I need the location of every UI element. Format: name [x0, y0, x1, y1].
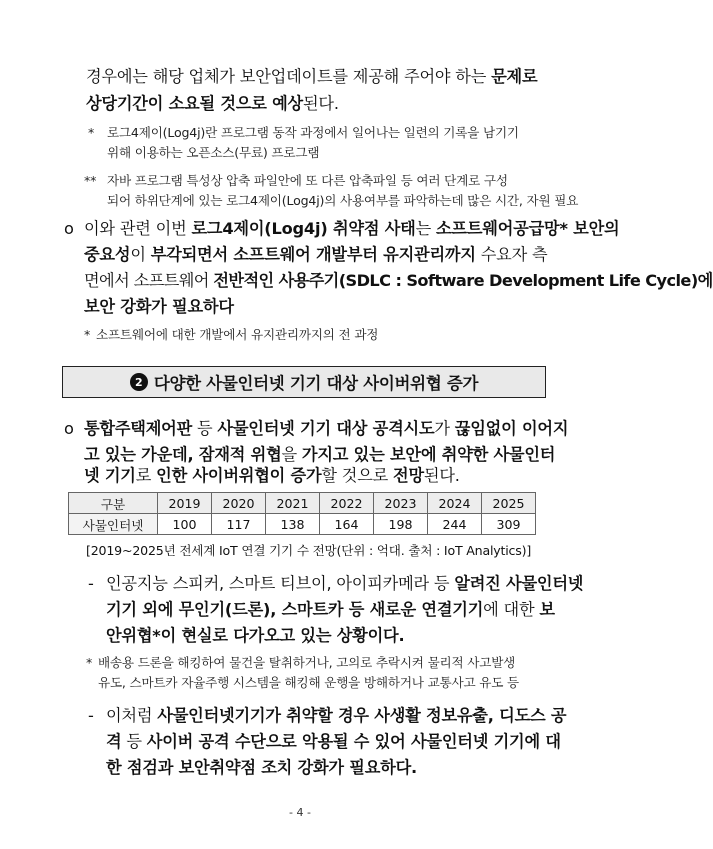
table-header-cell: 2019 — [158, 493, 212, 514]
note-line: 위해 이용하는 오픈소스(무료) 프로그램 — [107, 145, 320, 160]
note-line: 자바 프로그램 특성상 압축 파일안에 또 다른 압축파일 등 여러 단계로 구성 — [107, 173, 508, 188]
text-bold: 고 있는 가운데, — [84, 445, 199, 464]
text: 면에서 소프트웨어 — [84, 271, 214, 290]
text: 인공지능 스피커, 스마트 티브이, 아이피카메라 등 — [106, 574, 455, 593]
text-bold: 끊임없이 이어지 — [454, 419, 569, 438]
text-bold: 상당기간이 소요될 것으로 예상 — [86, 94, 303, 113]
para-top-line-2 — [86, 93, 339, 115]
text-bold: 가지고 있는 보안에 취약한 사물인터 — [301, 445, 556, 464]
text: 이와 관련 이번 — [84, 219, 192, 238]
dash1-line-3 — [106, 625, 404, 647]
text: 등 — [192, 419, 218, 438]
text: 이 — [130, 245, 151, 264]
para-top-line-1 — [86, 66, 537, 88]
text: 된다. — [303, 94, 339, 113]
text-bold: 부각되면서 소프트웨어 개발부터 유지관리까지 — [150, 245, 476, 264]
text: 을 — [281, 445, 302, 464]
text-bold: 한 점검과 보안취약점 조치 강화가 필요하다. — [106, 758, 417, 777]
text: 는 — [415, 219, 436, 238]
text-bold: 사물인터넷기기가 취약할 경우 사생활 정보유출, 디도스 공 — [157, 706, 567, 725]
text-bold: 보안 강화가 필요하다 — [84, 297, 234, 316]
table-header-cell: 2022 — [320, 493, 374, 514]
table-cell: 117 — [212, 514, 266, 535]
table-cell: 309 — [482, 514, 536, 535]
text-bold: 사물인터넷 기기 대상 공격시도 — [217, 419, 435, 438]
text-bold: 보 — [539, 600, 555, 619]
page-number: - 4 - — [289, 806, 311, 819]
iot-line-3 — [84, 465, 460, 487]
note-line: 되어 하위단계에 있는 로그4제이(Log4j)의 사용여부를 파악하는데 많은 시간, 자원 필요 — [107, 193, 579, 208]
dash1-line-1 — [106, 573, 583, 595]
text: 수요자 측 — [475, 245, 548, 264]
text-bold: 로그4제이(Log4j) 취약점 사태 — [191, 219, 416, 238]
text: 등 — [121, 732, 147, 751]
text-bold: 격 — [106, 732, 122, 751]
note-marker: * — [86, 655, 93, 670]
table-cell: 198 — [374, 514, 428, 535]
dash1-line-2 — [106, 599, 555, 621]
section-heading — [62, 366, 546, 398]
table-row — [69, 514, 536, 535]
note-marker: ** — [84, 173, 97, 188]
table-header-cell: 구분 — [69, 493, 158, 514]
text-bold: 기기 외에 무인기(드론), 스마트카 등 새로운 연결기기 — [106, 600, 484, 619]
table-header-cell: 2021 — [266, 493, 320, 514]
text: 경우에는 해당 업체가 보안업데이트를 제공해 주어야 하는 — [86, 67, 492, 86]
note-line: 유도, 스마트카 자율주행 시스템을 해킹해 운행을 방해하거나 교통사고 유도 등 — [98, 675, 519, 690]
note-line: 소프트웨어에 대한 개발에서 유지관리까지의 전 과정 — [96, 327, 379, 342]
dash2-line-1 — [106, 705, 566, 727]
text-bold: 소프트웨어공급망* 보안의 — [435, 219, 620, 238]
text-bold: 인한 사이버위협이 증가 — [156, 466, 322, 485]
note-line: 로그4제이(Log4j)란 프로그램 동작 과정에서 일어나는 일련의 기록을 남기기 — [107, 125, 519, 140]
table-cell: 138 — [266, 514, 320, 535]
text-bold: 알려진 사물인터넷 — [454, 574, 584, 593]
section-title: 다양한 사물인터넷 기기 대상 사이버위협 증가 — [153, 374, 479, 393]
text-bold: 전반적인 사용주기(SDLC : Software Development Life Cycle)에 — [213, 271, 713, 290]
table-row-head: 사물인터넷 — [69, 514, 158, 535]
bullet-marker: o — [64, 419, 74, 438]
dash-marker: - — [88, 706, 94, 725]
text-bold: 사이버 공격 수단으로 악용될 수 있어 사물인터넷 기기에 대 — [146, 732, 561, 751]
table-header-cell: 2020 — [212, 493, 266, 514]
table-cell: 164 — [320, 514, 374, 535]
text-bold: 통합주택제어판 — [84, 419, 193, 438]
text-bold: 중요성 — [84, 245, 131, 264]
table-cell: 100 — [158, 514, 212, 535]
text-bold: 안위협*이 현실로 다가오고 있는 상황이다. — [106, 626, 405, 645]
note-marker: * — [84, 327, 91, 342]
text: 가 — [434, 419, 455, 438]
log4j-line-3 — [84, 270, 713, 292]
iot-device-table — [68, 492, 536, 535]
text: 이처럼 — [106, 706, 158, 725]
text-bold: 잠재적 위협 — [198, 445, 282, 464]
log4j-line-4 — [84, 296, 234, 318]
note-marker: * — [88, 125, 95, 140]
table-header-cell: 2024 — [428, 493, 482, 514]
log4j-line-1 — [84, 218, 619, 240]
table-cell: 244 — [428, 514, 482, 535]
dash2-line-3 — [106, 757, 417, 779]
table-header-cell: 2025 — [482, 493, 536, 514]
text: 할 것으로 — [321, 466, 394, 485]
dash2-line-2 — [106, 731, 561, 753]
iot-line-2 — [84, 444, 555, 466]
text: 로 — [135, 466, 157, 485]
table-caption: [2019~2025년 전세계 IoT 연결 기기 수 전망(단위 : 억대. 출처 : IoT Analytics)] — [86, 543, 532, 558]
text: 된다. — [423, 466, 460, 485]
bullet-marker: o — [64, 219, 74, 238]
dash-marker: - — [88, 574, 94, 593]
table-header-cell: 2023 — [374, 493, 428, 514]
text-bold: 넷 기기 — [84, 466, 136, 485]
iot-line-1 — [84, 418, 568, 440]
log4j-line-2 — [84, 244, 547, 266]
note-line: 배송용 드론을 해킹하여 물건을 탈취하거나, 고의로 추락시켜 물리적 사고발생 — [98, 655, 516, 670]
section-number: 2 — [130, 373, 148, 391]
text-bold: 문제로 — [491, 67, 538, 86]
text-bold: 전망 — [393, 466, 424, 485]
text: 에 대한 — [483, 600, 540, 619]
table-header-row — [69, 493, 536, 514]
